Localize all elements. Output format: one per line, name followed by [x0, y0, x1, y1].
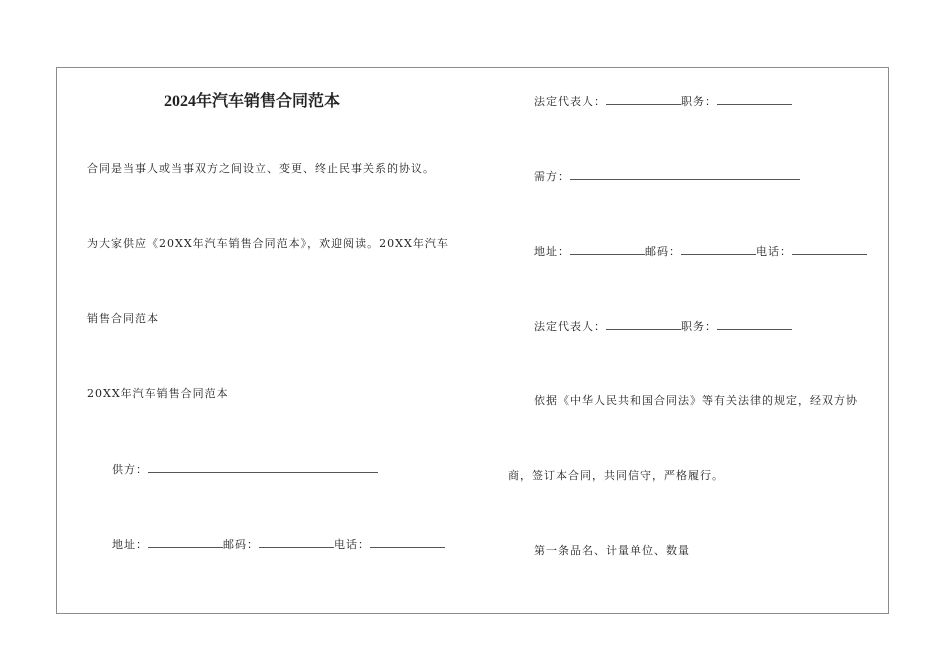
document-page: [56, 67, 889, 614]
position-label: 职务：: [681, 320, 717, 333]
phone-blank-line: [792, 244, 867, 255]
article-one-heading: 第一条品名、计量单位、数量: [534, 544, 690, 557]
legal-rep-label: 法定代表人：: [534, 320, 606, 333]
address-blank-line: [570, 244, 645, 255]
supplier-label: 供方：: [112, 463, 148, 476]
provide-paragraph-cont: 销售合同范本: [87, 312, 159, 325]
position-blank-line: [717, 94, 792, 105]
buyer-label: 需方：: [534, 170, 570, 183]
phone-label: 电话：: [334, 538, 370, 551]
buyer-blank-line: [570, 169, 800, 180]
intro-paragraph: 合同是当事人或当事双方之间设立、变更、终止民事关系的协议。: [87, 162, 435, 175]
supplier-field: [112, 462, 378, 477]
position-blank-line: [717, 319, 792, 330]
address-blank-line: [148, 537, 223, 548]
buyer-address-row: [534, 244, 867, 259]
phone-blank-line: [370, 537, 445, 548]
buyer-field: [534, 169, 800, 184]
document-title: 2024年汽车销售合同范本: [164, 93, 341, 110]
postcode-blank-line: [681, 244, 756, 255]
basis-paragraph-cont: 商，签订本合同，共同信守，严格履行。: [508, 469, 724, 482]
legal-rep-label: 法定代表人：: [534, 95, 606, 108]
legal-rep-blank-line: [606, 319, 681, 330]
address-label: 地址：: [534, 245, 570, 258]
address-label: 地址：: [112, 538, 148, 551]
postcode-label: 邮码：: [223, 538, 259, 551]
provide-paragraph: 为大家供应《20XX年汽车销售合同范本》，欢迎阅读。20XX年汽车: [87, 237, 449, 250]
postcode-blank-line: [259, 537, 334, 548]
legal-rep-blank-line: [606, 94, 681, 105]
basis-paragraph: 依据《中华人民共和国合同法》等有关法律的规定，经双方协: [534, 394, 858, 407]
supplier-blank-line: [148, 462, 378, 473]
phone-label: 电话：: [756, 245, 792, 258]
legal-rep-row-2: [534, 319, 792, 334]
contract-name-heading: 20XX年汽车销售合同范本: [87, 387, 229, 400]
legal-rep-row: [534, 94, 792, 109]
position-label: 职务：: [681, 95, 717, 108]
supplier-address-row: [112, 537, 445, 552]
postcode-label: 邮码：: [645, 245, 681, 258]
